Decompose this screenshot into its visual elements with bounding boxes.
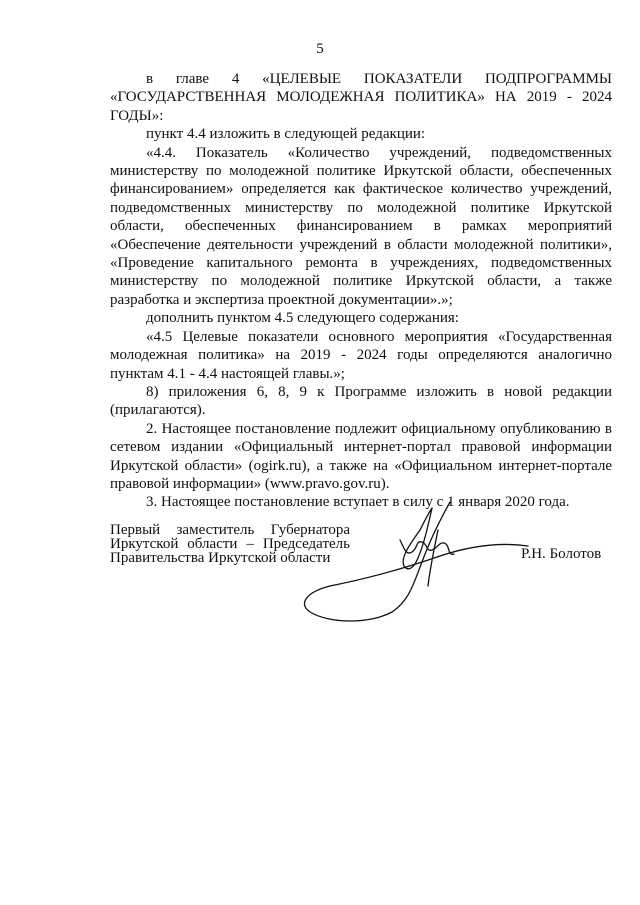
- item-3-paragraph: 3. Настоящее постановление вступает в силу с 1 января 2020 года.: [146, 494, 570, 511]
- item-4-5-paragraph: «4.5 Целевые показатели основного мероприятия «Государственная молодежная политика» на 2019 - 2024 годы определяются аналогично пунктам 4.1 - 4.4 настоящей главы.»;: [110, 328, 612, 382]
- item-8-paragraph: 8) приложения 6, 8, 9 к Программе изложить в новой редакции (прилагаются).: [110, 383, 612, 419]
- handwritten-signature: [300, 500, 530, 630]
- signatory-title-line1: Первый заместитель Губернатора: [110, 522, 350, 538]
- item-4-5-intro-paragraph: дополнить пунктом 4.5 следующего содержания:: [146, 310, 459, 327]
- item-4-4-intro-paragraph: пункт 4.4 изложить в следующей редакции:: [146, 126, 426, 143]
- signatory-name: Р.Н. Болотов: [521, 546, 602, 562]
- page-number: 5: [316, 41, 324, 57]
- chapter4-heading-paragraph: в главе 4 «ЦЕЛЕВЫЕ ПОКАЗАТЕЛИ ПОДПРОГРАММЫ «ГОСУДАРСТВЕННАЯ МОЛОДЕЖНАЯ ПОЛИТИКА» НА 2019 - 2024 ГОДЫ»:: [110, 71, 612, 124]
- item-4-4-paragraph: «4.4. Показатель «Количество учреждений, подведомственных министерству по молодежной политике Иркутской области, обеспеченных финансированием» определяется как фактическое количество учреждений, подведомственных министерству по молодежной политике Иркутской области, обеспеченных финансированием в рамках мероприятий «Обеспечение деятельности учреждений в области молодежной политики», «Проведение капитального ремонта в учреждениях, подведомственных министерству по молодежной политике Иркутской области, а также разработка и экспертиза проектной документации».»;: [110, 144, 612, 308]
- document-body: [110, 70, 612, 512]
- signatory-title-line2: Иркутской области – Председатель: [110, 536, 350, 552]
- signatory-title-line3: Правительства Иркутской области: [110, 550, 331, 566]
- item-2-paragraph: 2. Настоящее постановление подлежит официальному опубликованию в сетевом издании «Официальный интернет-портал правовой информации Иркутской области» (ogirk.ru), а также на «Официальном интернет-портале правовой информации» (www.pravo.gov.ru).: [110, 420, 612, 492]
